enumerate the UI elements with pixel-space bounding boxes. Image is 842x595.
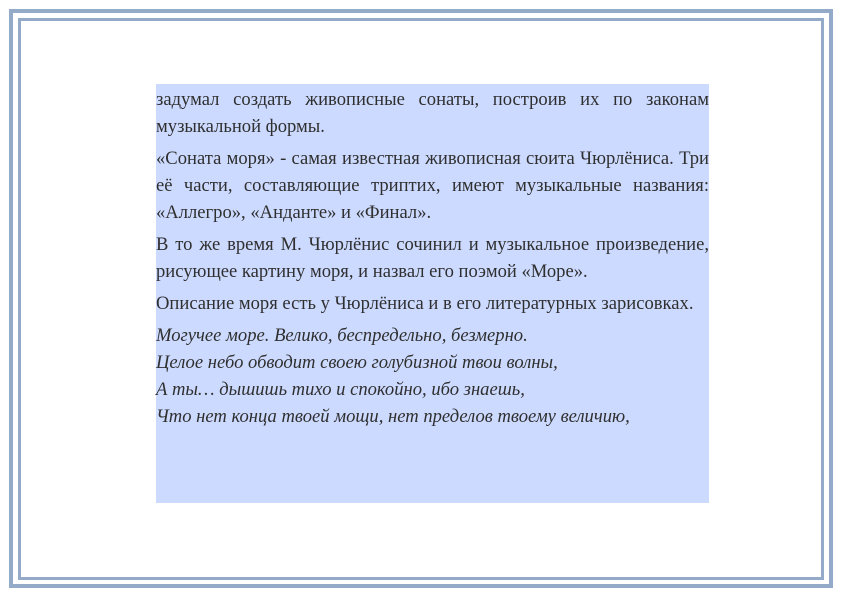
poem-line: Могучее море. Велико, беспредельно, безмерно. — [156, 325, 528, 346]
poem-line: А ты… дышишь тихо и спокойно, ибо знаешь, — [156, 379, 525, 400]
paragraph-literary-sketches: Описание моря есть у Чюрлёниса и в его литературных зарисовках. — [156, 293, 694, 314]
paragraph-sea-poem: В то же время М. Чюрлёнис сочинил и музыкальное произведение, рисующее картину моря, и назвал его поэмой «Море». — [156, 234, 709, 282]
paragraph-sonata-of-the-sea: «Соната моря» - самая известная живописная сюита Чюрлёниса. Три её части, составляющие триптих, имеют музыкальные названия: «Аллегро», «Анданте» и «Финал». — [156, 148, 709, 223]
poem-quote — [156, 322, 709, 430]
slide-text-box — [156, 84, 709, 503]
poem-line: Целое небо обводит своею голубизной твои волны, — [156, 352, 558, 373]
paragraph-sonatas: задумал создать живописные сонаты, построив их по законам музыкальной формы. — [156, 89, 709, 137]
poem-line: Что нет конца твоей мощи, нет пределов твоему величию, — [156, 406, 630, 427]
